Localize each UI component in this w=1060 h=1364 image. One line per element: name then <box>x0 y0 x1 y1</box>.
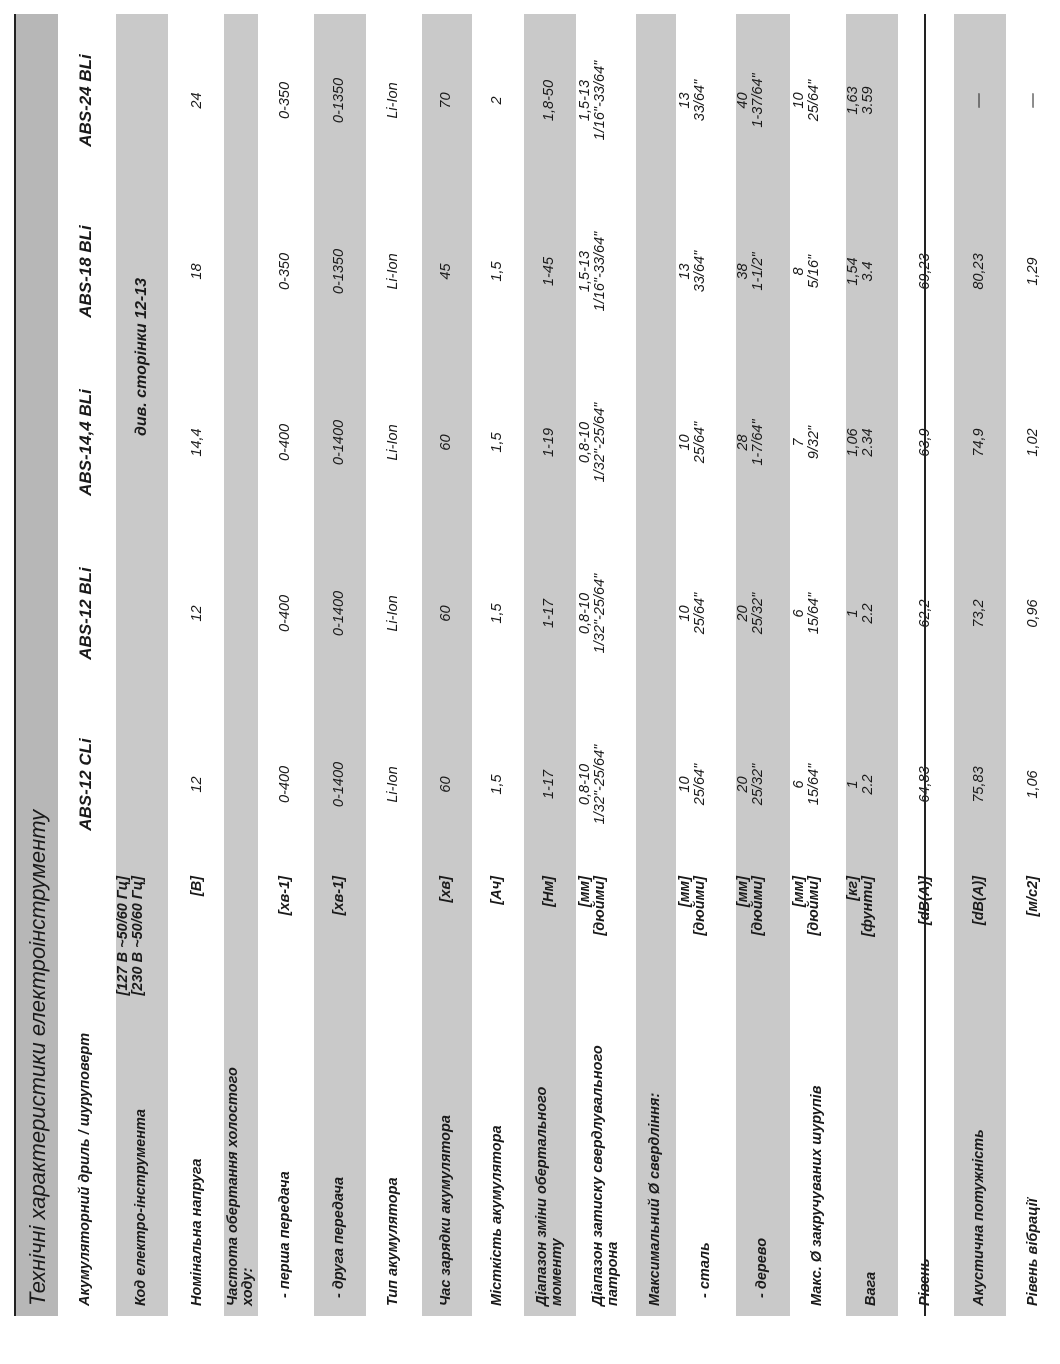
row-unit <box>368 870 420 1030</box>
row-label: Частота обертання холостого ходу: <box>224 1067 256 1306</box>
row-value: 12 <box>189 605 206 622</box>
row-label: - сталь <box>697 1242 714 1298</box>
table-bottom-rule <box>924 14 926 1316</box>
row-value <box>578 15 634 186</box>
row-value: 2 <box>489 96 506 105</box>
value-line: 25/32" <box>750 763 767 806</box>
row-unit: [dB(A)] <box>971 876 988 926</box>
row-value: 80,23 <box>971 253 988 290</box>
value-line: 33/64" <box>692 250 709 293</box>
row-value <box>736 528 790 699</box>
row-value <box>678 528 734 699</box>
row-value: 62,2 <box>917 599 934 628</box>
unit-line: [мм] <box>577 876 593 908</box>
model-header: ABS-24 BLi <box>76 54 96 147</box>
row-unit: [Нм] <box>541 876 558 907</box>
row-value: — <box>1025 93 1042 108</box>
row-value: 18 <box>189 263 206 280</box>
row-value: 1,06 <box>1025 770 1042 799</box>
row-value: 0-1350 <box>331 248 348 295</box>
code-row <box>116 14 168 1316</box>
value-line: 2.2 <box>860 774 877 795</box>
row-value: 24 <box>189 92 206 109</box>
value-line: 25/32" <box>750 592 767 635</box>
value-line: 5/16" <box>806 254 823 289</box>
value-line: 20 <box>735 776 751 793</box>
table-row <box>792 14 844 1316</box>
value-line: 3.4 <box>860 261 877 282</box>
row-value: 0-350 <box>277 81 294 120</box>
value-line: 25/64" <box>692 592 709 635</box>
value-line: 1-7/64" <box>750 419 767 466</box>
row-value <box>792 699 844 870</box>
row-value <box>792 15 844 186</box>
row-value <box>846 15 898 186</box>
row-unit <box>678 870 734 1030</box>
row-unit <box>116 870 168 1030</box>
value-line: 2.2 <box>860 603 877 624</box>
unit-line: [фунти] <box>860 876 877 937</box>
value-line: 6 <box>791 780 807 789</box>
table-row <box>474 14 522 1316</box>
table-row <box>678 14 734 1316</box>
row-value: — <box>971 93 988 108</box>
row-value: 1-17 <box>541 769 558 800</box>
unit-line: [дюйми] <box>806 876 823 936</box>
unit-line: [230 В ~50/60 Гц] <box>130 876 147 996</box>
unit-line: [мм] <box>791 876 807 908</box>
row-value <box>678 357 734 528</box>
row-value: Li-Ion <box>385 253 402 290</box>
unit-line: [кг] <box>845 876 861 901</box>
row-value <box>846 699 898 870</box>
value-line: 20 <box>735 605 751 622</box>
code-note: див. сторінки 12-13 <box>132 277 150 437</box>
row-value <box>792 186 844 357</box>
value-line: 1,63 <box>845 86 861 115</box>
row-value: 0-1350 <box>331 77 348 124</box>
row-value <box>846 357 898 528</box>
row-unit: [dB(A)] <box>917 876 934 926</box>
unit-line: [127 В ~50/60 Гц] <box>115 876 131 996</box>
row-unit <box>792 870 844 1030</box>
row-value: 0-400 <box>277 765 294 804</box>
row-value <box>736 699 790 870</box>
table-row <box>314 14 366 1316</box>
row-unit: [м/с2] <box>1025 876 1042 917</box>
value-line: 25/64" <box>692 421 709 464</box>
value-line: 1/16"-33/64" <box>592 231 609 312</box>
row-value: 0-400 <box>277 594 294 633</box>
row-value: 73,2 <box>971 599 988 628</box>
value-line: 10 <box>677 776 693 793</box>
value-line: 1/32"-25/64" <box>592 744 609 825</box>
row-value <box>578 186 634 357</box>
table-row <box>1008 14 1060 1316</box>
model-header: ABS-12 CLi <box>76 738 96 831</box>
value-line: 10 <box>677 434 693 451</box>
row-value: Li-Ion <box>385 424 402 461</box>
header-row <box>58 14 114 1316</box>
row-value: 0-350 <box>277 252 294 291</box>
table-row <box>224 14 258 1316</box>
row-value: — <box>917 93 934 108</box>
row-value <box>846 186 898 357</box>
row-label: - перша передача <box>277 1171 294 1298</box>
table-row <box>846 14 898 1316</box>
value-line: 1,5-13 <box>577 79 593 122</box>
value-line: 2.34 <box>860 428 877 457</box>
table-row <box>260 14 312 1316</box>
value-line: 1/32"-25/64" <box>592 402 609 483</box>
table-row <box>736 14 790 1316</box>
unit-line: [мм] <box>735 876 751 908</box>
row-value: 1,5 <box>489 774 506 795</box>
value-line: 6 <box>791 609 807 618</box>
header-label: Акумуляторний дриль / шуруповерт <box>77 1032 94 1306</box>
row-value <box>846 528 898 699</box>
value-line: 25/64" <box>806 79 823 122</box>
row-label: Діапазон зміни обертального моменту <box>533 1086 565 1306</box>
unit-line: [дюйми] <box>750 876 767 936</box>
row-value <box>678 699 734 870</box>
table-row <box>954 14 1006 1316</box>
value-line: 7 <box>791 438 807 447</box>
row-value: Li-Ion <box>385 82 402 119</box>
row-value: 60 <box>438 776 455 793</box>
row-unit: [хв] <box>438 876 455 903</box>
spec-table <box>14 14 1042 1316</box>
unit-line: [дюйми] <box>592 876 609 936</box>
row-value: 1,5 <box>489 432 506 453</box>
value-line: 1,54 <box>845 257 861 286</box>
table-row <box>524 14 576 1316</box>
value-line: 1,5-13 <box>577 250 593 293</box>
value-line: 15/64" <box>806 592 823 635</box>
row-value: 75,83 <box>971 766 988 803</box>
value-line: 38 <box>735 263 751 280</box>
row-label: Місткість акумулятора <box>489 1125 506 1306</box>
row-label: Акустична потужність <box>971 1129 988 1306</box>
row-value <box>578 699 634 870</box>
value-line: 25/64" <box>692 763 709 806</box>
row-unit <box>736 870 790 1030</box>
row-value: 1,5 <box>489 603 506 624</box>
row-value: 1,5 <box>489 261 506 282</box>
value-line: 40 <box>735 92 751 109</box>
value-line: 8 <box>791 267 807 276</box>
row-value <box>736 357 790 528</box>
row-value: 0-1400 <box>331 419 348 466</box>
row-value: 63,9 <box>917 428 934 457</box>
row-value: 1-17 <box>541 598 558 629</box>
row-label: Час зарядки акумулятора <box>438 1115 455 1306</box>
row-unit: [хв-1] <box>331 876 348 916</box>
table-row <box>578 14 634 1316</box>
value-line: 1-1/2" <box>750 252 767 291</box>
row-label: - друга передача <box>331 1176 348 1298</box>
row-value: 1-45 <box>541 256 558 287</box>
row-label: Вага <box>863 1271 880 1306</box>
row-unit: [В] <box>189 876 206 897</box>
row-value <box>578 528 634 699</box>
row-value: 14,4 <box>189 428 206 457</box>
value-line: 9/32" <box>806 425 823 460</box>
value-line: 13 <box>677 263 693 280</box>
row-unit <box>578 870 634 1030</box>
row-unit: [Ач] <box>489 876 506 905</box>
row-value: 0,96 <box>1025 599 1042 628</box>
row-label: Код електро-інструмента <box>133 1109 150 1306</box>
value-line: 10 <box>677 605 693 622</box>
row-value: 0-400 <box>277 423 294 462</box>
row-value: 70 <box>438 92 455 109</box>
row-value: 0-1400 <box>331 590 348 637</box>
row-value: 69,23 <box>917 253 934 290</box>
row-value: 1,02 <box>1025 428 1042 457</box>
value-line: 1 <box>845 780 861 789</box>
value-line: 15/64" <box>806 763 823 806</box>
value-line: 1/32"-25/64" <box>592 573 609 654</box>
table-row <box>636 14 676 1316</box>
row-value: 12 <box>189 776 206 793</box>
unit-line: [дюйми] <box>692 876 709 936</box>
value-line: 1-37/64" <box>750 73 767 128</box>
row-value <box>116 699 168 870</box>
row-value: Li-Ion <box>385 766 402 803</box>
table-row <box>900 14 952 1316</box>
unit-line: [мм] <box>677 876 693 908</box>
table-row <box>368 14 420 1316</box>
value-line: 13 <box>677 92 693 109</box>
row-value: 60 <box>438 605 455 622</box>
row-value <box>792 357 844 528</box>
row-value <box>736 186 790 357</box>
row-value <box>578 357 634 528</box>
row-value <box>678 186 734 357</box>
row-value: 60 <box>438 434 455 451</box>
row-label: Номінальна напруга <box>189 1158 206 1306</box>
value-line: 33/64" <box>692 79 709 122</box>
model-header: ABS-12 BLi <box>76 567 96 660</box>
value-line: 3.59 <box>860 86 877 115</box>
header-unit <box>58 870 114 1030</box>
value-line: 28 <box>735 434 751 451</box>
row-value <box>792 528 844 699</box>
row-value: 1-19 <box>541 427 558 458</box>
row-value: 74,9 <box>971 428 988 457</box>
row-value: 64,83 <box>917 766 934 803</box>
row-value <box>678 15 734 186</box>
row-unit: [хв-1] <box>277 876 294 916</box>
row-label: Тип акумулятора <box>385 1177 402 1306</box>
row-label: Діапазон затиску свердлувального патрона <box>589 1045 621 1306</box>
value-line: 1,06 <box>845 428 861 457</box>
row-value <box>736 15 790 186</box>
row-value: 1,8-50 <box>541 79 558 122</box>
row-value: 1,29 <box>1025 257 1042 286</box>
table-row <box>422 14 472 1316</box>
row-label: Максимальний Ø свердління: <box>647 1092 664 1306</box>
value-line: 10 <box>791 92 807 109</box>
row-value: 45 <box>438 263 455 280</box>
table-title: Технічні характеристики електроінструменту <box>14 14 58 1316</box>
value-line: 1/16"-33/64" <box>592 60 609 141</box>
row-label: - дерево <box>754 1237 771 1298</box>
table-row <box>172 14 224 1316</box>
row-value: 0-1400 <box>331 761 348 808</box>
value-line: 0,8-10 <box>577 763 593 806</box>
value-line: 1 <box>845 609 861 618</box>
row-value: Li-Ion <box>385 595 402 632</box>
value-line: 0,8-10 <box>577 421 593 464</box>
model-header: ABS-14,4 BLi <box>76 389 96 496</box>
model-header: ABS-18 BLi <box>76 225 96 318</box>
value-line: 0,8-10 <box>577 592 593 635</box>
row-label: Рівень вібрації <box>1025 1198 1042 1306</box>
row-label: Макс. Ø закручуваних шурупів <box>809 1085 826 1306</box>
row-unit <box>846 870 898 1030</box>
row-label: Рівень <box>917 1258 934 1306</box>
